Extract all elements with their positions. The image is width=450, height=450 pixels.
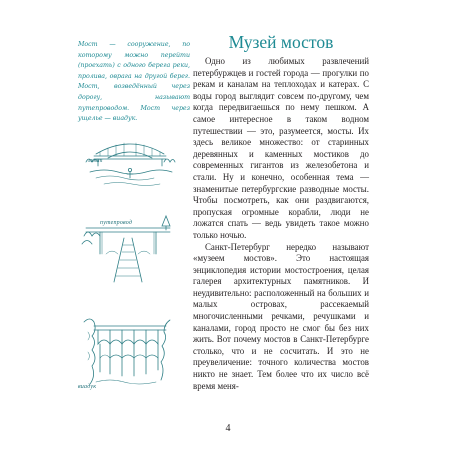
article-paragraph-2: Санкт-Петербург нередко называют «музеем мостов». Это настоящая энциклопедия истории мостостроения, целая галерея архитектурных памятников. И неудивительно: расположенный на больших и малых островах, рассекаемый многочисленными речками, речушками и каналами, город просто не смог бы без них жить. Вот почему мостов в Санкт-Петербурге столько, что и не сосчитать. И это не преувеличение: точного количества мостов никто не знает. Тем более что их число всё время меня- bbox=[193, 241, 369, 391]
article-column bbox=[193, 32, 369, 392]
illustration-label: путепровод bbox=[100, 220, 133, 226]
sidebar-definition-note: Мост — сооружение, по которому можно перейти (проехать) с одного берега реки, пролива, оврага на другой берег. Мост, возведённый через дорогу, называют путепроводом. Мост через ущелье — виадук. bbox=[78, 41, 190, 123]
page-number: 4 bbox=[225, 423, 231, 434]
illustration-label: виадук bbox=[78, 384, 97, 390]
article-title: Музей мостов bbox=[228, 32, 334, 52]
article-paragraph-1: Одно из любимых развлечений петербуржцев и гостей города — прогулки по рекам и каналам на теплоходах и катерах. С воды город выглядит совсем по-другому, чем когда передвигаешься по нему пешком. А самое интересное в таком водном путешествии — это, разумеется, мосты. Их здесь великое множество: от старинных деревянных и каменных мостиков до современных гигантов из железобетона и стали. Ну и конечно, особенная тема — знаменитые петербургские разводные мосты. Чтобы посмотреть, как они раздвигаются, пропуская огромные корабли, люди не ложатся спать — ведь увидеть такое можно только ночью. bbox=[193, 56, 369, 240]
overpass-illustration bbox=[80, 214, 176, 284]
viaduct-sketch-icon bbox=[80, 312, 176, 392]
bridge-illustration bbox=[84, 132, 176, 194]
illustration-label: мост bbox=[88, 158, 103, 164]
viaduct-illustration bbox=[80, 312, 176, 392]
